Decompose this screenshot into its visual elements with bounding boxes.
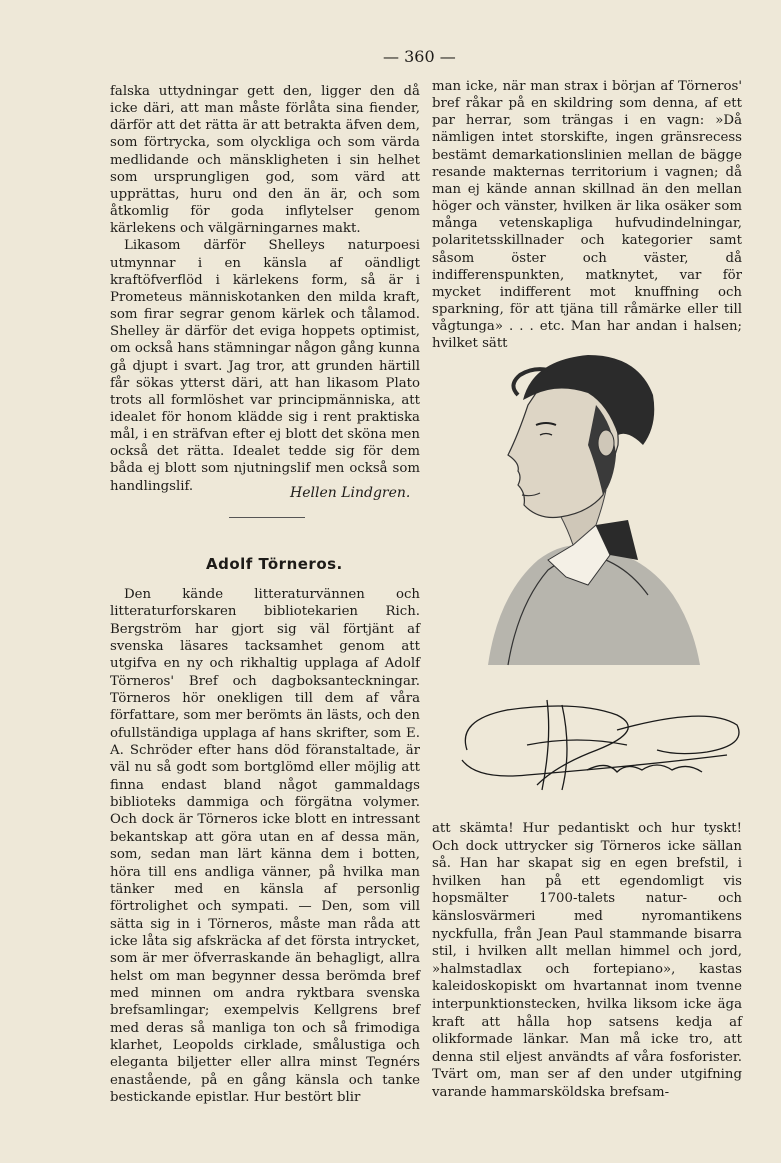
right-column-top: [432, 78, 742, 353]
left-column-bottom: [110, 586, 420, 1106]
paragraph: man icke, när man strax i början af Törneros' bref råkar på en skildring som denna, af ett par herrar, som trängas i en vagn: »Då nämligen intet storskifte, ingen gränsrecess bestämt demarkationslinien mellan de bägge resande makternas territorium i vagnen; då man ej kände annan skillnad än den mellan höger och vänster, hvilken är lika osäker som många vetenskapliga hufvudindelningar, polaritetsskillnader och kategorier samt såsom öster och väster, då indifferenspunkten, matknytet, var för mycket indifferent mot knuffning och sparkning, för att tjäna till råmärke eller till vågtunga» . . . etc. Man har andan i halsen; hvilket sätt: [432, 79, 742, 352]
page-number: — 360 —: [383, 47, 456, 66]
paragraph: Likasom därför Shelleys naturpoesi utmynnar i en känsla af oändligt kraftöfverflöd i kärlekens form, så är i Prometeus människotanken den milda kraft, som firar segrar genom kärlek och tålamod. Shelley är därför det eviga hoppets optimist, om också hans stämningar någon gång kunna gå djupt i svart. Jag tror, att grunden härtill får sökas ytterst däri, att han likasom Plato trots all formlöshet var principmänniska, att idealet för honom klädde sig i rent praktiska mål, i en sträfvan efter ej blott det sköna men också det rätta. Idealet tedde sig för dem båda ej blott som njutningslif men också som handlingslif.: [110, 238, 420, 494]
paragraph: att skämta! Hur pedantiskt och hur tyskt! Och dock uttrycker sig Törneros icke sällan så. Han har skapat sig en egen brefstil, i hvilken han på ett egendomligt vis hopsmälter 1700-talets natur- och känslosvärmeri med nyromantikens nyckfulla, från Jean Paul stammande bisarra stil, i hvilken allt mellan himmel och jord, »halmstadlax och fortepiano», kastas kaleidoskopiskt om hvartannat inom tvenne interpunktionstecken, hvilka liksom icke äga kraft att hålla hop satsens kedja af olikformade länkar. Man må icke tro, att denna stil eljest användts af våra fosforister. Tvärt om, man ser af den under utgifning varande hammarsköldska brefsam-: [432, 821, 742, 1100]
section-divider: [229, 517, 305, 518]
article-title: Adolf Törneros.: [206, 555, 343, 573]
paragraph: Den kände litteraturvännen och litteraturforskaren bibliotekarien Rich. Bergström har gjort sig väl förtjänt af svenska läsares tacksamhet genom att utgifva en ny och rikhaltig upplaga af Adolf Törneros' Bref och dagboksanteckningar. Törneros hör onekligen till dem af våra författare, som mer berömts än lästs, och den ofullständiga upplaga af hans skrifter, som E. A. Schröder efter hans död föranstaltade, är väl nu så godt som bortglömd eller möjlig att finna endast bland något gammaldags biblioteks dammiga och förgätna volymer. Och dock är Törneros icke blott en intressant bekantskap att göra utan en af dessa män, som, sedan man lärt känna dem i botten, höra till ens andliga vänner, på hvilka man tänker med en känsla af personlig förtrolighet och sympati. — Den, som vill sätta sig in i Törneros, måste man råda att icke låta sig afskräcka af det första intrycket, som är mer öfverraskande än behagligt, allra helst om man begynner dessa berömda bref med minnen om andra ryktbara svenska brefsamlingar; exempelvis Kellgrens bref med deras så manliga ton och så frimodiga klarhet, Leopolds cirklade, smålustiga och eleganta biljetter eller allra minst Tegnérs enastående, på en gång känsla och tanke bestickande epistlar. Hur bestört blir: [110, 587, 420, 1105]
autograph-signature: [447, 690, 747, 800]
left-column-top: [110, 83, 420, 495]
portrait-illustration: [478, 345, 700, 675]
author-signature: Hellen Lindgren.: [290, 485, 411, 501]
right-column-bottom: [432, 820, 742, 1102]
paragraph: falska uttydningar gett den, ligger den då icke däri, att man måste förlåta sina fiender, därför att det rätta är att betrakta äfven dem, som förtrycka, som olyckliga och som värda medlidande och mänskligheten i sin helhet som ursprungligen god, som värd att upprättas, huru ond den än är, och som åtkomlig för goda inflytelser genom kärlekens och välgärningarnes makt.: [110, 84, 420, 237]
